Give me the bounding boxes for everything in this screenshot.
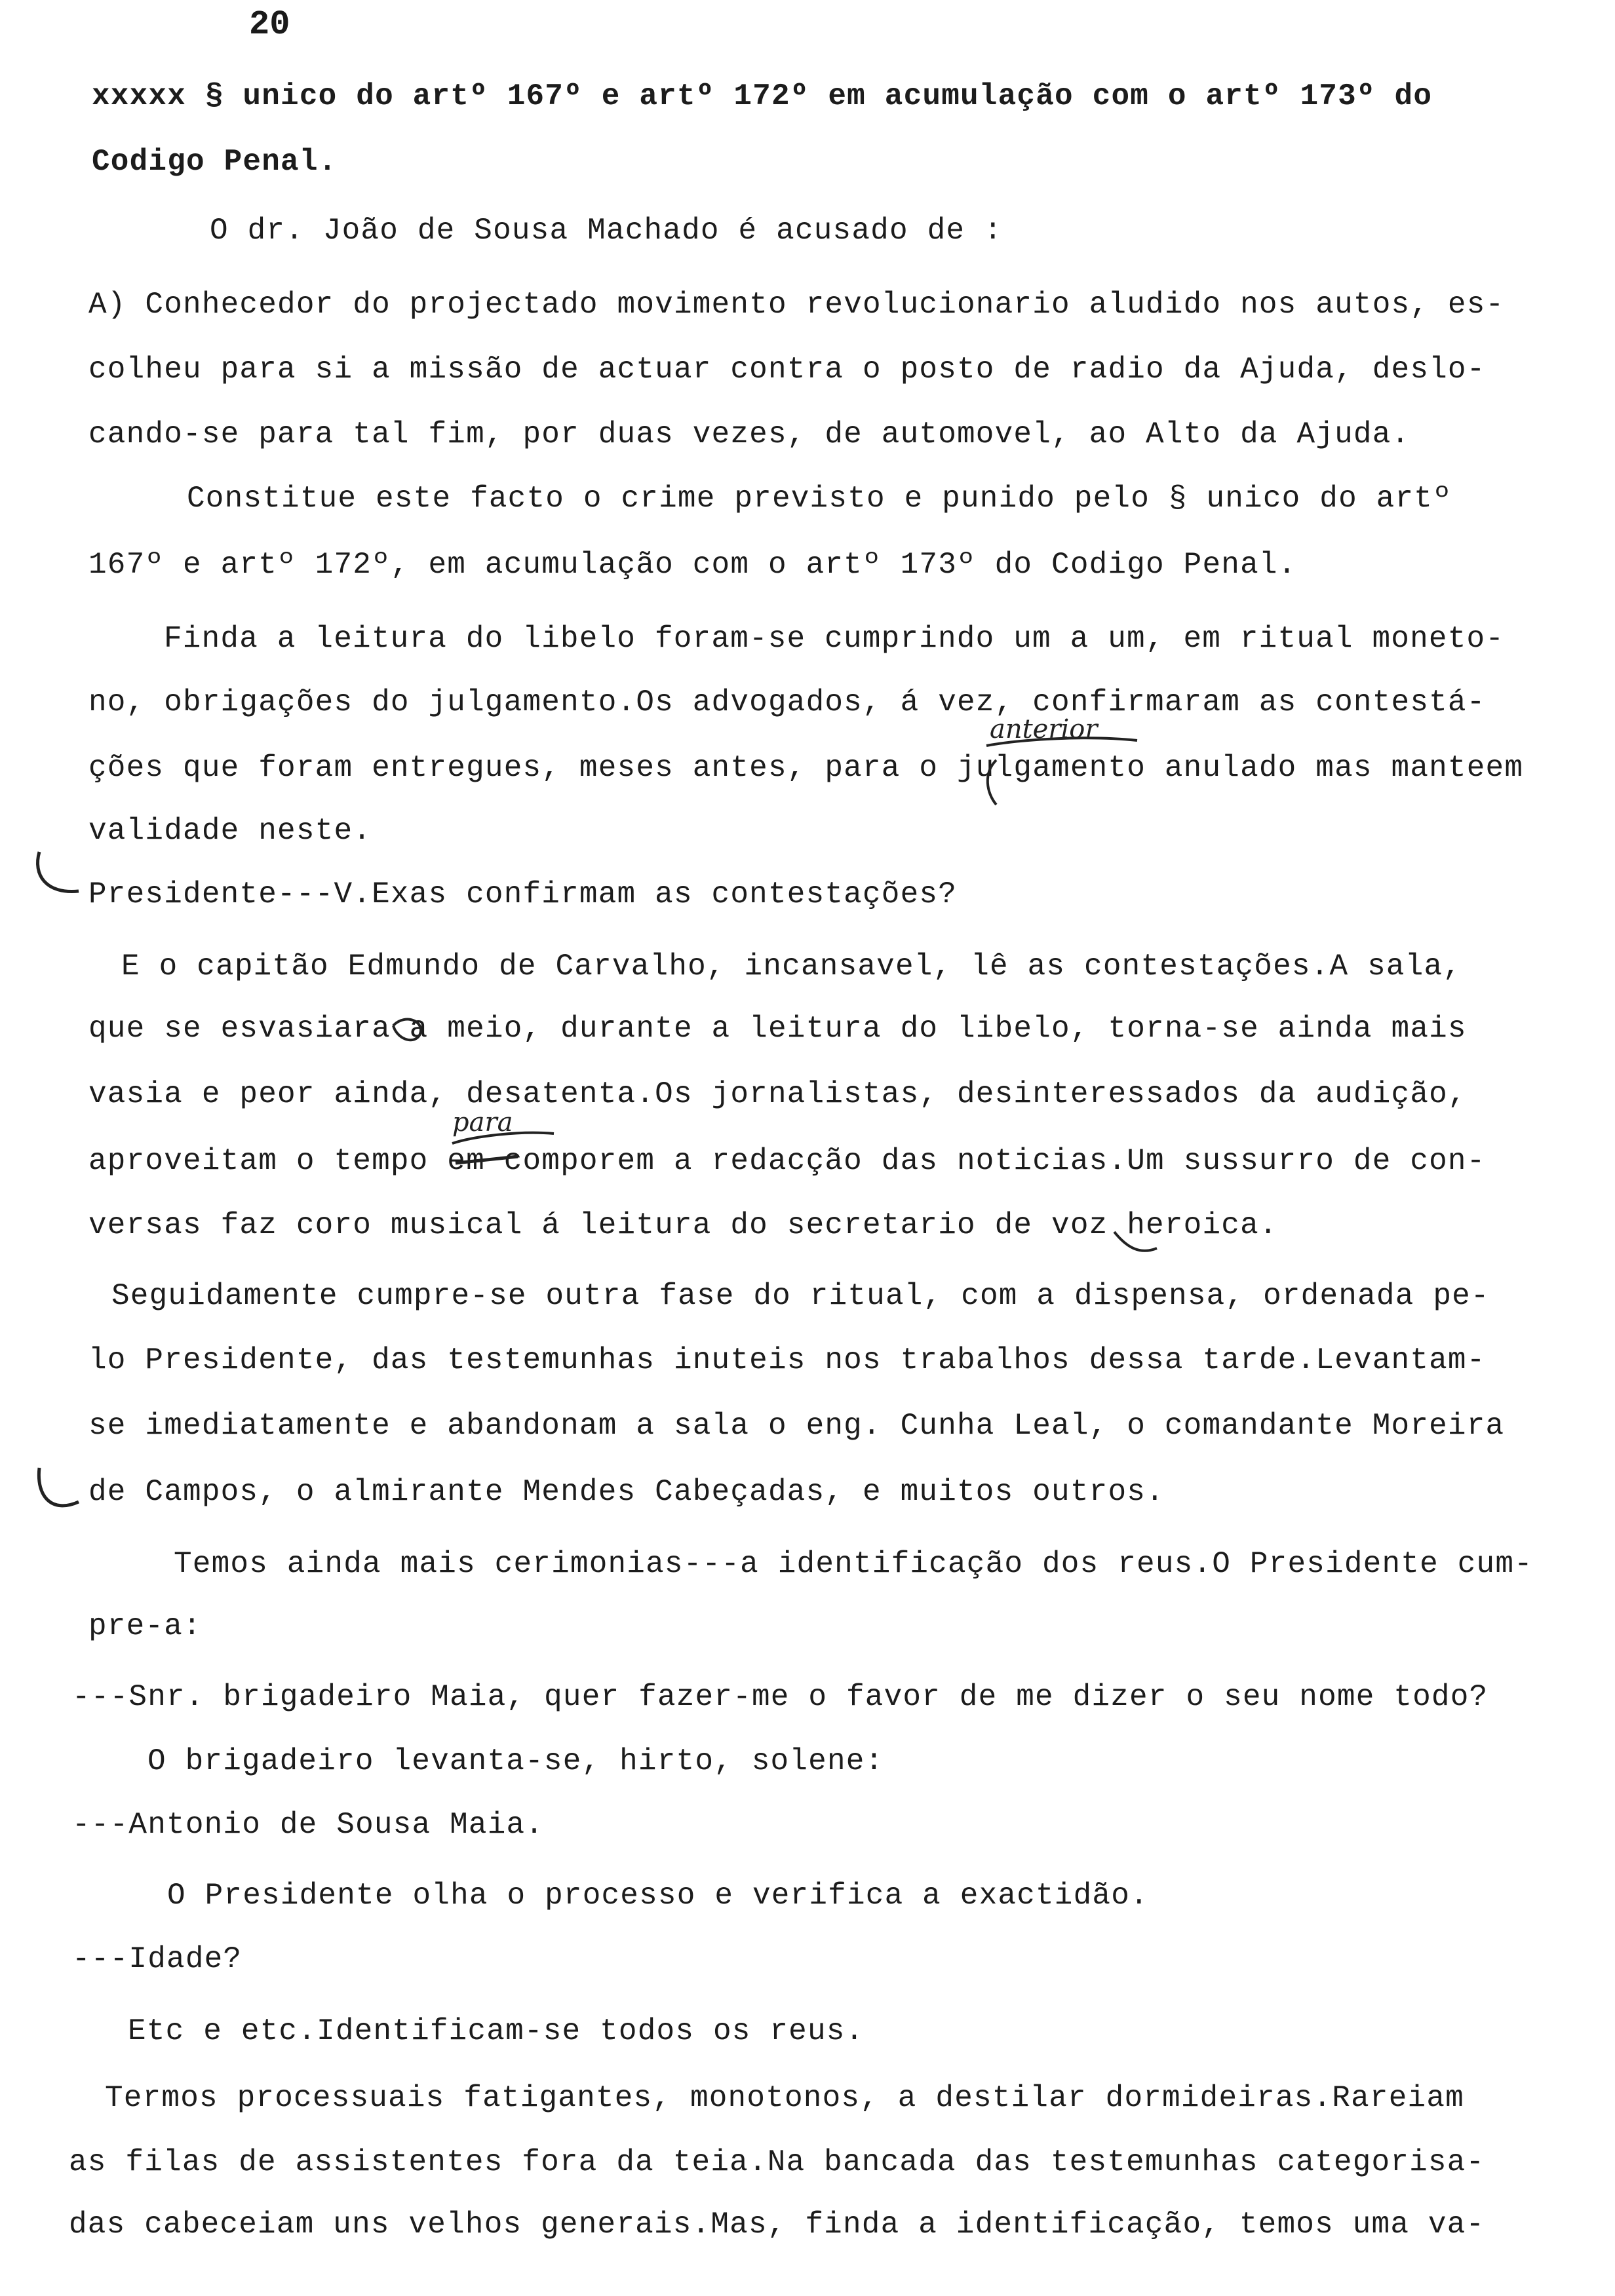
text-line: Temos ainda mais cerimonias---a identificação dos reus.O Presidente cum- [174, 1547, 1533, 1581]
margin-tick-mark [39, 1468, 79, 1506]
text-line: O Presidente olha o processo e verifica a exactidão. [167, 1879, 1149, 1913]
text-line: pre-a: [88, 1609, 202, 1643]
page-number: 20 [249, 5, 290, 44]
text-line: vasia e peor ainda, desatenta.Os jornalistas, desinteressados da audição, [88, 1077, 1467, 1111]
text-line: que se esvasiara a meio, durante a leitura do libelo, torna-se ainda mais [88, 1012, 1467, 1046]
text-line: se imediatamente e abandonam a sala o eng. Cunha Leal, o comandante Moreira [88, 1409, 1505, 1443]
text-line: no, obrigações do julgamento.Os advogados, á vez, confirmaram as contestá- [88, 685, 1486, 719]
text-line: colheu para si a missão de actuar contra o posto de radio da Ajuda, deslo- [88, 353, 1486, 387]
handwritten-insertion: para [452, 1107, 513, 1138]
text-line: Presidente---V.Exas confirmam as contestações? [88, 877, 958, 911]
text-line: Etc e etc.Identificam-se todos os reus. [128, 2014, 865, 2048]
text-line: Finda a leitura do libelo foram-se cumprindo um a um, em ritual moneto- [164, 622, 1505, 656]
text-line: aproveitam o tempo em comporem a redacção das noticias.Um sussurro de con- [88, 1144, 1486, 1178]
text-line: 167º e artº 172º, em acumulação com o artº 173º do Codigo Penal. [88, 548, 1297, 582]
text-line: A) Conhecedor do projectado movimento revolucionario aludido nos autos, es- [88, 288, 1505, 322]
text-line: das cabeceiam uns velhos generais.Mas, finda a identificação, temos uma va- [69, 2208, 1485, 2242]
text-line: validade neste. [88, 814, 372, 848]
text-line: ---Idade? [72, 1942, 243, 1976]
text-line: Constitue este facto o crime previsto e punido pelo § unico do artº [187, 482, 1452, 516]
text-line: Seguidamente cumpre-se outra fase do ritual, com a dispensa, ordenada pe- [111, 1279, 1490, 1313]
text-line: Termos processuais fatigantes, monotonos, a destilar dormideiras.Rareiam [105, 2081, 1464, 2115]
text-line: de Campos, o almirante Mendes Cabeçadas, e muitos outros. [88, 1475, 1165, 1509]
handwritten-insertion: anterior [990, 714, 1098, 744]
text-line: versas faz coro musical á leitura do secretario de voz heroica. [88, 1208, 1278, 1242]
margin-tick-mark [38, 852, 79, 892]
text-line: as filas de assistentes fora da teia.Na bancada das testemunhas categorisa- [69, 2145, 1485, 2179]
text-line: O brigadeiro levanta-se, hirto, solene: [147, 1744, 884, 1778]
text-line: ções que foram entregues, meses antes, para o julgamento anulado mas manteem [88, 751, 1524, 785]
text-line: E o capitão Edmundo de Carvalho, incansavel, lê as contestações.A sala, [121, 949, 1462, 984]
text-line: cando-se para tal fim, por duas vezes, de automovel, ao Alto da Ajuda. [88, 417, 1411, 451]
text-line: Codigo Penal. [92, 145, 338, 179]
text-line: ---Snr. brigadeiro Maia, quer fazer-me o favor de me dizer o seu nome todo? [72, 1680, 1489, 1714]
text-line: O dr. João de Sousa Machado é acusado de : [210, 214, 1003, 248]
text-line: lo Presidente, das testemunhas inuteis nos trabalhos dessa tarde.Levantam- [88, 1343, 1486, 1377]
text-line: ---Antonio de Sousa Maia. [72, 1808, 545, 1842]
text-line: xxxxx § unico do artº 167º e artº 172º em acumulação com o artº 173º do [92, 79, 1433, 113]
